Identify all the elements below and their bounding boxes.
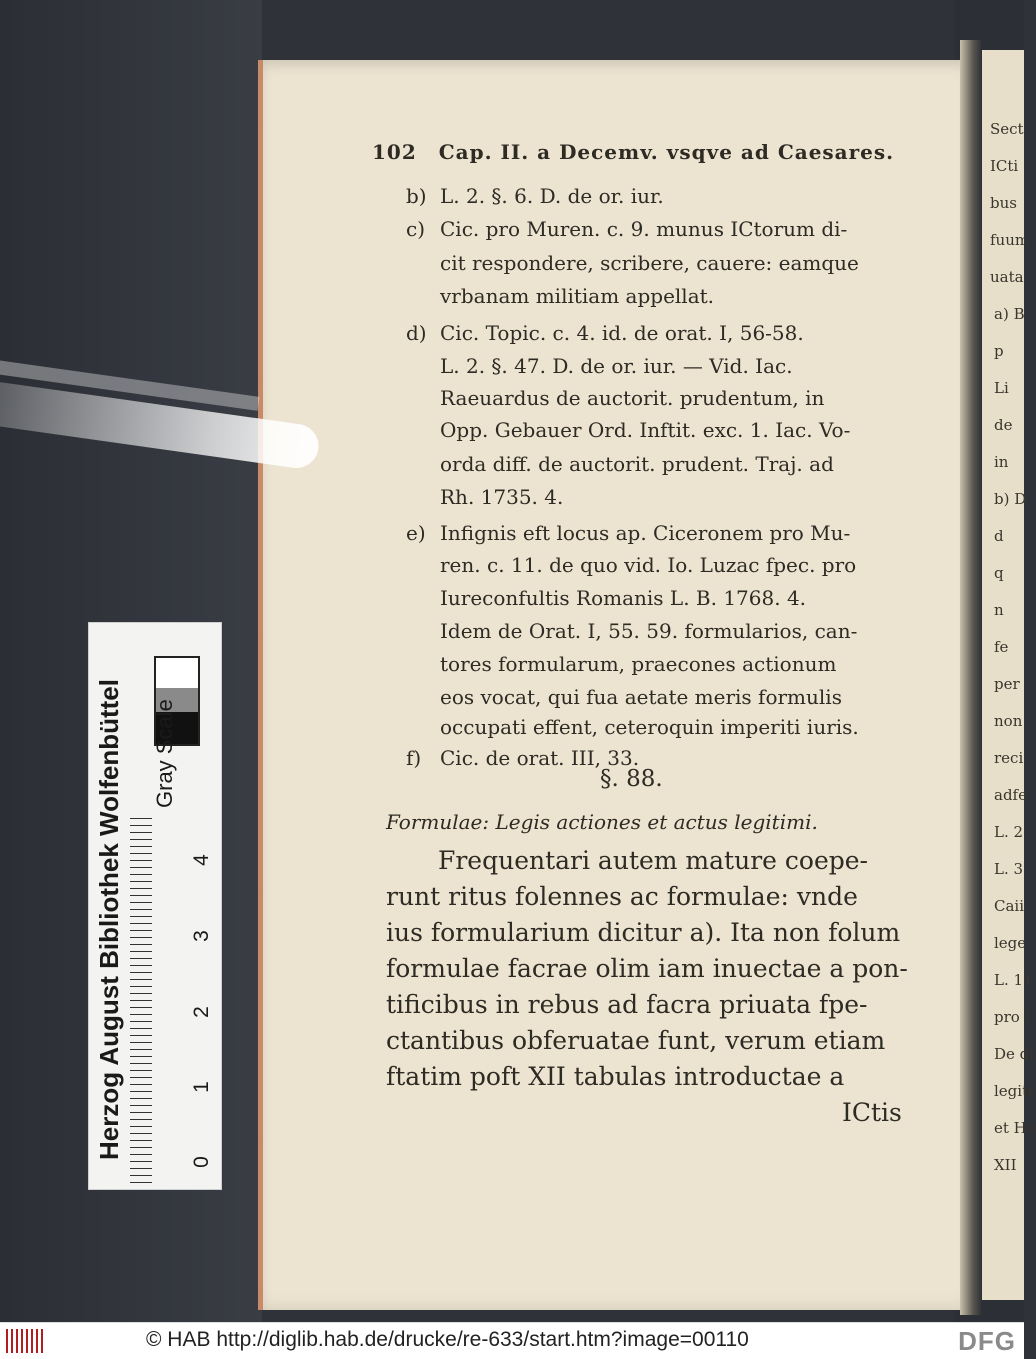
footnote-text: eos vocat, qui fua aetate meris formulis <box>440 685 842 709</box>
footnote-text: Infignis eft locus ap. Ciceronem pro Mu- <box>440 521 851 545</box>
footnote-line <box>406 485 563 509</box>
running-header <box>372 140 894 164</box>
body-line: runt ritus folennes ac formulae: vnde <box>386 882 858 911</box>
footnote-text: orda diff. de auctorit. prudent. Traj. ad <box>440 452 834 476</box>
footnote-line <box>406 619 857 643</box>
facing-page-text: reci <box>994 749 1024 767</box>
page-number: 102 <box>372 140 417 164</box>
footnote-text: Cic. pro Muren. c. 9. munus ICtorum di- <box>440 217 848 241</box>
footnote-line <box>406 217 847 241</box>
facing-page-fragment <box>980 50 1036 1300</box>
footnote-line <box>406 321 804 345</box>
facing-page-text: fe <box>994 638 1009 656</box>
facing-page-text: Sect. <box>990 120 1029 138</box>
footnote-marker: f) <box>406 746 422 770</box>
facing-page-text: uata <box>990 268 1024 286</box>
facing-page-text: n <box>994 601 1004 619</box>
footnote-line <box>406 452 834 476</box>
dfg-logo: DFG <box>958 1326 1016 1356</box>
footnote-text: L. 2. §. 6. D. de or. iur. <box>440 184 664 208</box>
footnote-text: occupati effent, ceteroquin imperiti iuris. <box>440 715 859 739</box>
book-gutter <box>960 40 982 1315</box>
facing-page-text: L. 3. <box>994 860 1028 878</box>
footnote-text: cit respondere, scribere, cauere: eamque <box>440 251 859 275</box>
footnote-text: Cic. Topic. c. 4. id. de orat. I, 56-58. <box>440 321 804 345</box>
facing-page-text: De di <box>994 1045 1035 1063</box>
ruler-gray-scale-label: Gray Scale <box>152 699 177 808</box>
ruler-number: 4 <box>189 854 213 866</box>
facing-page-text: q <box>994 564 1004 582</box>
viewer-footer <box>0 1322 1024 1359</box>
body-line: formulae facrae olim iam inuectae a pon- <box>386 954 908 983</box>
footnote-marker: d) <box>406 321 427 345</box>
footnote-line <box>406 553 856 577</box>
footnote-line <box>406 586 806 610</box>
facing-page-text: ICti <box>990 157 1019 175</box>
facing-page-text: per <box>994 675 1020 693</box>
body-line: tificibus in rebus ad facra priuata fpe- <box>386 990 868 1019</box>
footnote-text: Rh. 1735. 4. <box>440 485 564 509</box>
footnote-line <box>406 184 664 208</box>
footnote-text: tores formularum, praecones actionum <box>440 652 837 676</box>
footnote-line <box>406 652 836 676</box>
copyright-link[interactable]: © HAB http://diglib.hab.de/drucke/re-633/start.htm?image=00110 <box>146 1328 749 1351</box>
footnote-text: Cic. de orat. III, 33. <box>440 746 640 770</box>
facing-page-text: Li <box>994 379 1009 397</box>
facing-page-text: L. 11 <box>994 971 1033 989</box>
facing-page-text: pro I <box>994 1008 1031 1026</box>
facing-page-text: lege <box>994 934 1027 952</box>
swatch-white <box>154 656 200 688</box>
body-line: ctantibus obferuatae funt, verum etiam <box>386 1026 886 1055</box>
facing-page-text: a) B <box>994 305 1025 323</box>
footnote-marker: b) <box>406 184 427 208</box>
ruler-number: 2 <box>189 1006 213 1018</box>
facing-page-text: XII <box>994 1156 1017 1174</box>
footnote-line <box>406 685 842 709</box>
footnote-line <box>406 715 859 739</box>
facing-page-text: legiti <box>994 1082 1033 1100</box>
footnote-line <box>406 386 824 410</box>
footnote-text: Idem de Orat. I, 55. 59. formularios, can- <box>440 619 858 643</box>
body-line: ius formularium dicitur a). Ita non folum <box>386 918 901 947</box>
ruler-institution-label: Herzog August Bibliothek Wolfenbüttel <box>94 679 124 1160</box>
body-line: Frequentari autem mature coepe- <box>438 846 868 875</box>
running-title: Cap. II. a Decemv. vsqve ad Caesares. <box>438 140 895 164</box>
facing-page-text: p <box>994 342 1004 360</box>
facing-page-text: non <box>994 712 1023 730</box>
facing-page-text: adfe <box>994 786 1027 804</box>
ruler-number: 0 <box>189 1156 213 1168</box>
footnote-text: Raeuardus de auctorit. prudentum, in <box>440 386 825 410</box>
facing-page-text: d <box>994 527 1004 545</box>
facing-page-text: et Ho <box>994 1119 1036 1137</box>
footnote-text: L. 2. §. 47. D. de or. iur. — Vid. Iac. <box>440 354 793 378</box>
footnote-marker: e) <box>406 521 426 545</box>
footnote-line <box>406 354 793 378</box>
footnote-text: Opp. Gebauer Ord. Inftit. exc. 1. Iac. Vo- <box>440 418 851 442</box>
body-line: ftatim poft XII tabulas introductae a <box>386 1062 845 1091</box>
facing-page-text: b) D <box>994 490 1027 508</box>
facing-page-text: de <box>994 416 1013 434</box>
ruler-number: 3 <box>189 930 213 942</box>
footnote-text: ren. c. 11. de quo vid. Io. Luzac fpec. pro <box>440 553 857 577</box>
catchword: ICtis <box>842 1098 902 1127</box>
section-subtitle: Formulae: Legis actiones et actus legitimi. <box>386 810 818 834</box>
footnote-text: vrbanam militiam appellat. <box>440 284 715 308</box>
footnote-text: Iureconfultis Romanis L. B. 1768. 4. <box>440 586 807 610</box>
footnote-line <box>406 251 859 275</box>
facing-page-text: fuum <box>990 231 1030 249</box>
footnote-line <box>406 418 850 442</box>
hab-logo-icon <box>6 1329 44 1353</box>
facing-page-text: in <box>994 453 1009 471</box>
footnote-line <box>406 521 850 545</box>
facing-page-text: Caii <box>994 897 1025 915</box>
section-number: §. 88. <box>600 766 663 792</box>
ruler-ticks <box>130 818 152 1188</box>
facing-page-text: L. 2 <box>994 823 1024 841</box>
ruler-number: 1 <box>189 1081 213 1093</box>
footnote-marker: c) <box>406 217 426 241</box>
facing-page-text: bus <box>990 194 1017 212</box>
footnote-line <box>406 284 714 308</box>
